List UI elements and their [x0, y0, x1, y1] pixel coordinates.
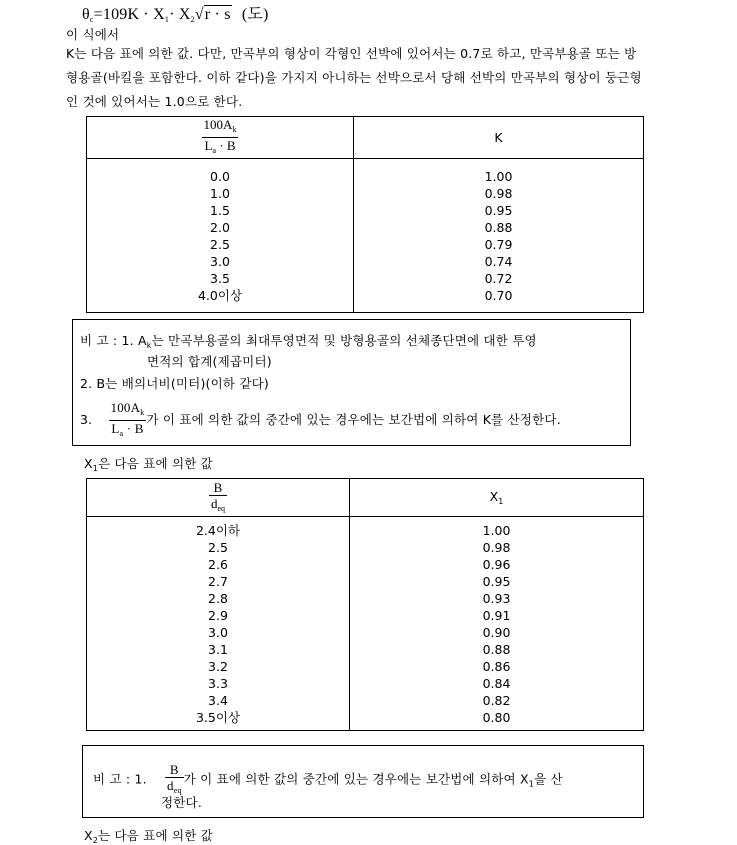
x1-ratio-cell: 2.6 — [208, 556, 228, 572]
x1-ratio-cell: 3.4 — [208, 692, 228, 708]
x1-header-sub: 1 — [498, 497, 504, 506]
x1-intro-sub: 1 — [92, 464, 99, 473]
formula-eq: =109K · X — [93, 6, 165, 23]
x1-value-cell: 0.84 — [482, 675, 511, 691]
k-ratio-cell: 4.0이상 — [197, 287, 243, 303]
ratio-denominator-rest: · B — [216, 138, 236, 153]
note-box-x1 — [82, 745, 644, 818]
k-ratio-cell: 1.0 — [210, 185, 230, 201]
x1-table — [86, 478, 644, 731]
note-k-frac-num: 100A — [110, 400, 141, 415]
note-k-fraction — [109, 400, 147, 441]
ratio-fraction — [202, 117, 239, 158]
note-x1-prefix: 비 고 : 1. — [93, 771, 147, 787]
x1-ratio-cell: 2.5 — [208, 539, 228, 555]
note-k-item-1-prefix: 비 고 : 1. A — [80, 333, 147, 348]
formula — [82, 1, 269, 24]
b-numerator: B — [209, 480, 227, 496]
x1-ratio-cell: 2.4이하 — [195, 522, 241, 538]
k-table-ratio-values — [87, 159, 354, 313]
x1-table-body-row — [87, 517, 644, 731]
deq-denominator-sub: eq — [217, 503, 226, 513]
deq-denominator: d — [210, 495, 218, 511]
k-ratio-cell: 2.5 — [210, 236, 230, 252]
x1-value-cell: 0.95 — [482, 573, 511, 589]
k-ratio-cell: 3.0 — [210, 253, 230, 269]
x1-ratio-cell: 2.9 — [208, 607, 228, 623]
k-table-body-row — [87, 159, 644, 313]
x1-table-x1-values — [350, 517, 644, 731]
x1-value-cell: 0.90 — [482, 624, 511, 640]
note-x1-frac-den-sub: eq — [173, 786, 182, 795]
x1-ratio-cell: 3.0 — [208, 624, 228, 640]
formula-lhs: θ — [82, 6, 90, 23]
note-k-item-3-text: 가 이 표에 의한 값의 중간에 있는 경우에는 보간법에 의하여 K를 산정한다. — [146, 412, 561, 427]
k-ratio-cell: 0.0 — [210, 168, 230, 184]
k-ratio-cell: 3.5 — [210, 270, 230, 286]
note-k-item-3 — [80, 400, 561, 441]
note-x1-text-sub: 1 — [528, 779, 535, 789]
b-over-deq-fraction — [209, 480, 227, 516]
x1-ratio-cell: 3.1 — [208, 641, 228, 657]
k-table-header-k: K — [354, 117, 644, 159]
x1-intro — [84, 454, 213, 473]
k-value-cell: 1.00 — [484, 168, 513, 184]
k-table — [86, 116, 644, 313]
k-value-cell: 0.74 — [484, 253, 513, 269]
x1-table-header-ratio — [87, 479, 350, 517]
note-k-item-3-prefix: 3. — [80, 412, 93, 427]
x1-value-cell: 0.82 — [482, 692, 511, 708]
note-k-item-1-text: 는 만곡부용골의 최대투영면적 및 방형용골의 선체종단면에 대한 투영 — [151, 333, 537, 348]
intro-line-3: 형용골(바킬을 포함한다. 이하 같다)을 가지지 아니하는 선박으로서 당해 선박의 만곡부의 형상이 둥근형 — [66, 70, 642, 85]
k-table-header-row — [87, 117, 644, 159]
note-k-item-2: 2. B는 배의너비(미터)(이하 같다) — [80, 376, 269, 391]
intro-line-2: K는 다음 표에 의한 값. 다만, 만곡부의 형상이 각형인 선박에 있어서는 0.7로 하고, 만곡부용골 또는 방 — [66, 46, 637, 61]
x1-value-cell: 0.86 — [482, 658, 511, 674]
k-table-k-values — [354, 159, 644, 313]
x1-value-cell: 0.91 — [482, 607, 511, 623]
note-k-frac-num-sub: k — [140, 408, 145, 417]
x1-value-cell: 0.96 — [482, 556, 511, 572]
formula-x2-sub: 2 — [190, 15, 195, 24]
k-value-cell: 0.98 — [484, 185, 513, 201]
formula-x1-sub: 1 — [164, 15, 170, 24]
intro-line-1: 이 식에서 — [66, 27, 120, 42]
intro-line-4: 인 것에 있어서는 1.0으로 한다. — [66, 94, 243, 109]
note-k-frac-den: L — [111, 421, 120, 436]
x1-ratio-cell: 3.5이상 — [195, 709, 241, 725]
x1-value-cell: 0.98 — [482, 539, 511, 555]
note-k-frac-den-rest: · B — [123, 421, 144, 436]
note-x1-frac-num: B — [165, 762, 184, 778]
x1-ratio-cell: 2.7 — [208, 573, 228, 589]
note-x1-frac-den: d — [167, 778, 174, 793]
ratio-numerator-sub: k — [232, 125, 237, 134]
x1-ratio-cell: 3.3 — [208, 675, 228, 691]
k-table-header-ratio — [87, 117, 354, 159]
x2-intro-sub: 2 — [92, 836, 99, 845]
ratio-denominator-sub: a — [212, 146, 216, 155]
note-k-item-1 — [80, 331, 537, 350]
x2-intro-prefix: X — [84, 828, 93, 843]
note-k-frac-den-sub: a — [119, 429, 124, 438]
x2-intro — [84, 826, 213, 845]
x1-ratio-cell: 3.2 — [208, 658, 228, 674]
x1-value-cell: 0.80 — [482, 709, 511, 725]
note-k-item-1-sub: k — [146, 341, 152, 350]
x1-value-cell: 0.93 — [482, 590, 511, 606]
x1-table-ratio-values — [87, 517, 350, 731]
k-ratio-cell: 1.5 — [210, 202, 230, 218]
k-value-cell: 0.88 — [484, 219, 513, 235]
k-ratio-cell: 2.0 — [210, 219, 230, 235]
k-value-cell: 0.70 — [484, 287, 513, 303]
x1-intro-prefix: X — [84, 456, 93, 471]
x1-table-header-x1 — [350, 479, 644, 517]
ratio-numerator: 100A — [203, 117, 233, 132]
note-x1-item-1-cont: 정한다. — [161, 795, 202, 810]
formula-unit: (도) — [241, 6, 269, 23]
k-value-cell: 0.72 — [484, 270, 513, 286]
formula-lhs-sub: c — [89, 15, 94, 24]
note-x1-text-a: 가 이 표에 의한 값의 중간에 있는 경우에는 보간법에 의하여 X — [183, 771, 529, 787]
note-box-k — [72, 319, 631, 446]
k-value-cell: 0.95 — [484, 202, 513, 218]
ratio-denominator: L — [204, 138, 213, 153]
formula-radicand: r · s — [204, 6, 231, 23]
x1-intro-text: 은 다음 표에 의한 값 — [98, 456, 213, 471]
radical-sign: √ — [194, 6, 204, 23]
k-value-cell: 0.79 — [484, 236, 513, 252]
note-k-item-1-cont: 면적의 합계(제곱미터) — [147, 354, 272, 369]
x2-intro-text: 는 다음 표에 의한 값 — [98, 828, 213, 843]
formula-x2-part: · X — [169, 6, 191, 23]
note-x1-text-b: 을 산 — [534, 771, 563, 787]
x1-header-label: X — [489, 489, 499, 504]
x1-table-header-row — [87, 479, 644, 517]
x1-value-cell: 0.88 — [482, 641, 511, 657]
x1-ratio-cell: 2.8 — [208, 590, 228, 606]
x1-value-cell: 1.00 — [482, 522, 511, 538]
